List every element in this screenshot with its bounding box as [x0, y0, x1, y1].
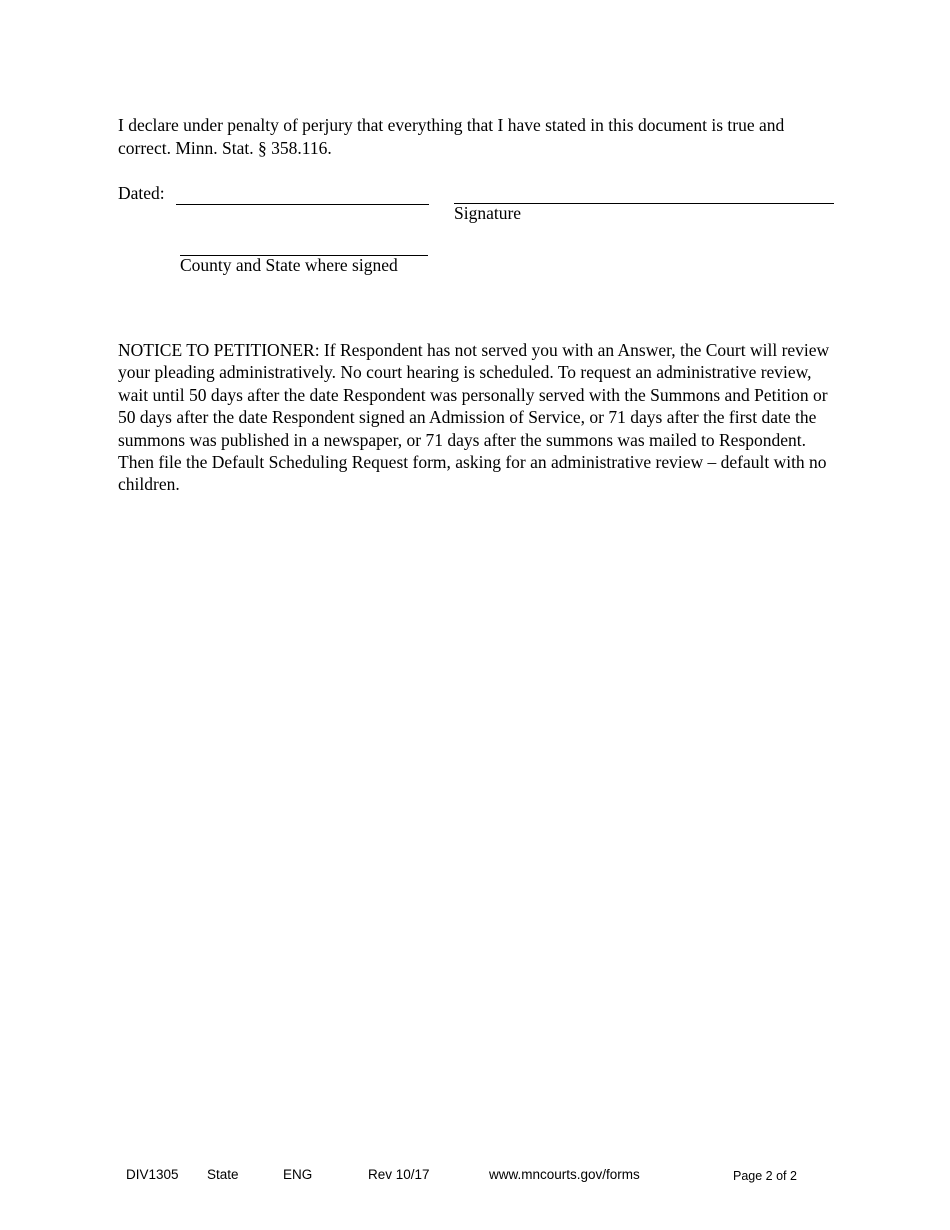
perjury-declaration: I declare under penalty of perjury that everything that I have stated in this document is true and correct. Minn. Stat. § 358.116.: [118, 115, 785, 158]
footer-form-number: DIV1305: [126, 1167, 179, 1182]
notice-to-petitioner: NOTICE TO PETITIONER: If Respondent has not served you with an Answer, the Court will review your pleading administratively. No court hearing is scheduled. To request an administrative review, wait until 50 days after the date Respondent was personally served with the Summons and Petition or 50 days after the date Respondent signed an Admission of Service, or 71 days after the first date the summons was published in a newspaper, or 71 days after the summons was mailed to Respondent. Then file the Default Scheduling Request form, asking for an administrative review – default with no children.: [118, 340, 830, 495]
dated-label: Dated:: [118, 183, 165, 203]
signature-label: Signature: [454, 203, 522, 223]
footer-jurisdiction: State: [207, 1167, 239, 1182]
footer-language: ENG: [283, 1167, 313, 1182]
footer-url: www.mncourts.gov/forms: [489, 1167, 640, 1182]
footer-page-number: Page 2 of 2: [733, 1169, 797, 1183]
dated-line: [176, 204, 429, 205]
county-state-label: County and State where signed: [180, 255, 398, 275]
footer-revision: Rev 10/17: [368, 1167, 430, 1182]
